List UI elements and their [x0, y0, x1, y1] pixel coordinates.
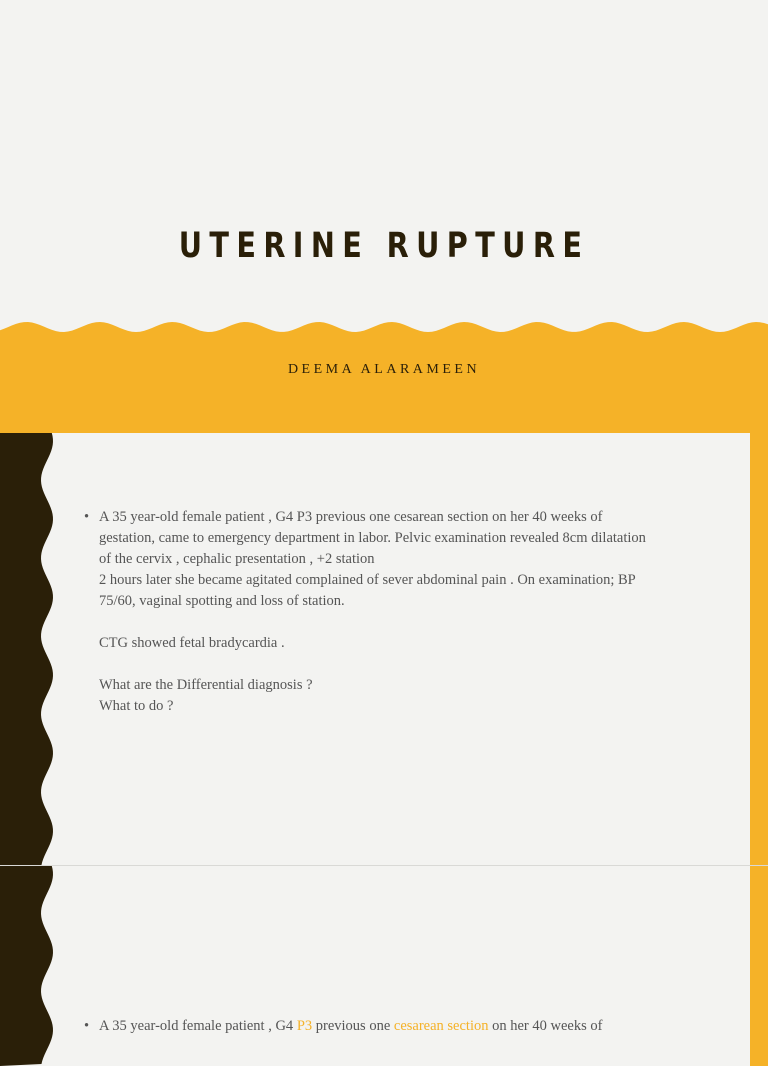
right-accent-bar	[750, 866, 768, 1066]
title-slide	[0, 0, 768, 433]
case-line	[99, 1016, 704, 1037]
text-run: previous one	[312, 1018, 394, 1034]
left-wave-decoration	[0, 866, 60, 1066]
case-slide-repeat	[0, 866, 768, 1066]
case-line: 75/60, vaginal spotting and loss of station.	[99, 593, 345, 609]
case-bullet	[99, 507, 704, 717]
case-line: CTG showed fetal bradycardia .	[99, 635, 285, 651]
case-line	[99, 612, 704, 633]
slide-subtitle: DEEMA ALARAMEEN	[287, 362, 481, 377]
case-bullet	[99, 1016, 704, 1037]
case-line	[99, 654, 704, 675]
case-line: 2 hours later she became agitated complained of sever abdominal pain . On examination; BP	[99, 572, 636, 588]
case-line: of the cervix , cephalic presentation , +2 station	[99, 551, 375, 567]
case-line: gestation, came to emergency department in labor. Pelvic examination revealed 8cm dilatation	[99, 530, 646, 546]
right-accent-bar	[750, 433, 768, 865]
slide-title: UTERINE RUPTURE	[178, 226, 590, 266]
highlighted-text: P3	[296, 1018, 313, 1034]
case-text	[84, 507, 704, 717]
case-line: • A 35 year-old female patient , G4 P3 previous one cesarean section on her 40 weeks of	[99, 509, 603, 525]
case-line: What are the Differential diagnosis ?	[99, 677, 313, 693]
highlighted-text: cesarean section	[393, 1018, 489, 1034]
case-line: What to do ?	[99, 698, 174, 714]
text-run: A 35 year-old female patient , G4	[99, 1018, 297, 1034]
case-slide	[0, 433, 768, 865]
left-wave-decoration	[0, 433, 60, 865]
text-run: on her 40 weeks of	[488, 1018, 603, 1034]
case-text	[84, 1016, 704, 1037]
